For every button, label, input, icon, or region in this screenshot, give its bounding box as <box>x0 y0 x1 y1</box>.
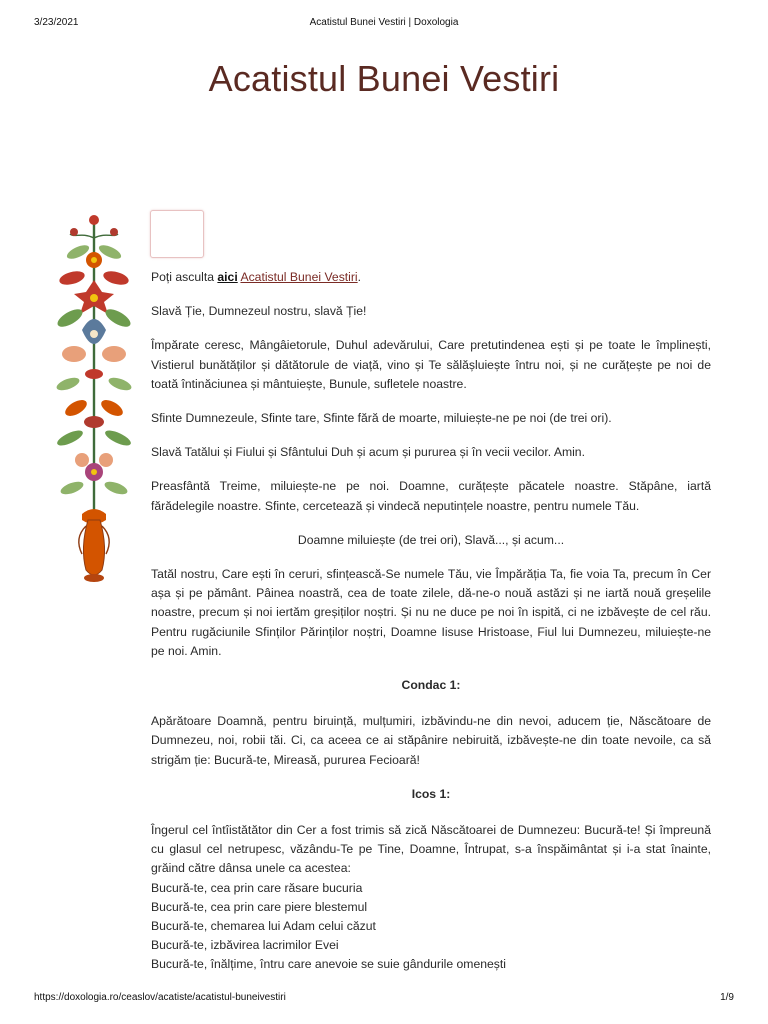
bucura-line: Bucură-te, înălțime, întru care anevoie se suie gândurile omenești <box>151 957 506 972</box>
document-body <box>151 268 711 975</box>
print-url[interactable]: https://doxologia.ro/ceaslov/acatiste/acatistul-buneivestiri <box>34 992 286 1003</box>
paragraph-sfinte-dumnezeule: Sfinte Dumnezeule, Sfinte tare, Sfinte fără de moarte, miluiește-ne pe noi (de trei ori). <box>151 411 612 426</box>
heading-icos-1: Icos 1: <box>411 786 451 801</box>
embedded-media-placeholder[interactable] <box>150 210 204 258</box>
bucura-line: Bucură-te, cea prin care piere blestemul <box>151 899 368 914</box>
paragraph-imparate-ceresc: Împărate ceresc, Mângâietorule, Duhul adevărului, Care pretutindenea ești și pe toate le împlinești, Vistierul bunătăților și dătătorule de viață, vino și Te sălășluiește întru noi, și ne curățește pe noi de toată întinăciunea și mântuiește, Bunule, sufletele noastre. <box>151 338 711 391</box>
listen-prefix: Poți asculta <box>151 270 218 284</box>
listen-paragraph <box>151 268 711 287</box>
floral-vase-ornament <box>52 208 136 592</box>
paragraph-slava-tie: Slavă Ție, Dumnezeul nostru, slavă Ție! <box>151 304 367 319</box>
paragraph-condac-1: Apărătoare Doamnă, pentru biruință, mulțumiri, izbăvindu-ne din nevoi, aducem ție, Născătoare de Dumnezeu, noi, robii tăi. Ci, ca aceea ce ai stăpânire nebiruită, izbăvește-ne din toate nevoile, ca să strigăm ție: Bucură-te, Mireasă, pururea Fecioară! <box>151 714 711 767</box>
paragraph-tatal-nostru: Tatăl nostru, Care ești în ceruri, sfințească-Se numele Tău, vie Împărăția Ta, fie voia Ta, precum în Cer așa și pe pământ. Pâinea noastră, cea de toate zilele, dă-ne-o nouă astăzi și ne iartă nouă greșelile noastre, precum și noi iertăm greșiților noștri. Și nu ne duce pe noi în ispită, ci ne izbăvește de cel rău. Pentru rugăciunile Sfinților Părinților noștri, Doamne Iisuse Hristoase, Fiul lui Dumnezeu, miluiește-ne pe noi. Amin. <box>151 567 711 658</box>
print-header <box>0 17 768 31</box>
listen-suffix: . <box>357 270 362 284</box>
bucura-line: Bucură-te, izbăvirea lacrimilor Evei <box>151 938 339 953</box>
print-date: 3/23/2021 <box>34 17 79 28</box>
page-number: 1/9 <box>720 992 734 1003</box>
acatist-link[interactable]: Acatistul Bunei Vestiri <box>240 270 358 284</box>
paragraph-preasfanta-treime: Preasfântă Treime, miluiește-ne pe noi. Doamne, curățește păcatele noastre. Stăpâne, iartă fărădelegile noastre. Sfinte, cercetează și vindecă neputințele noastre, pentru numele Tău. <box>151 479 711 513</box>
aici-link[interactable]: aici <box>217 270 238 284</box>
document-title: Acatistul Bunei Vestiri <box>208 58 560 99</box>
print-page-title: Acatistul Bunei Vestiri | Doxologia <box>309 17 459 28</box>
paragraph-icos-1: Îngerul cel întîistătător din Cer a fost trimis să zică Născătoarei de Dumnezeu: Bucură-te! Și împreună cu glasul cel netrupesc, văzându-Te pe Tine, Doamne, Întrupat, s-a înspăimântat și i-a stat înainte, grăind către dânsa unele ca acestea: <box>151 823 711 876</box>
paragraph-doamne-miluieste: Doamne miluiește (de trei ori), Slavă..., și acum... <box>297 532 565 547</box>
paragraph-slava-tatalui: Slavă Tatălui și Fiului și Sfântului Duh și acum și pururea și în vecii vecilor. Amin. <box>151 445 585 460</box>
heading-condac-1: Condac 1: <box>401 678 461 693</box>
bucura-line: Bucură-te, chemarea lui Adam celui căzut <box>151 919 376 934</box>
bucura-line: Bucură-te, cea prin care răsare bucuria <box>151 880 363 895</box>
print-footer <box>0 992 768 1006</box>
